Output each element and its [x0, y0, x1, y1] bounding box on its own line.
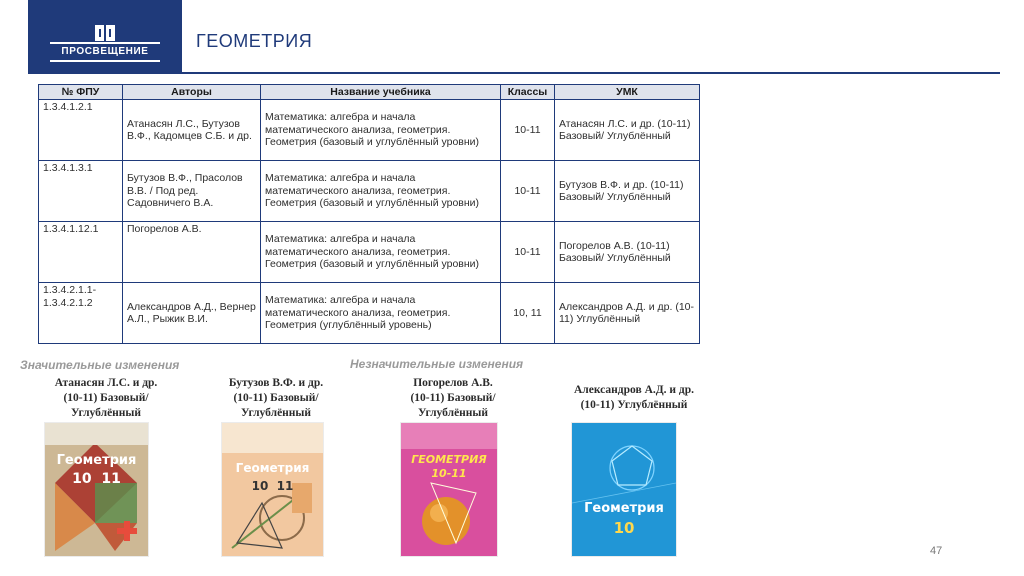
fpu-code-cell: 1.3.4.1.12.1 — [39, 222, 123, 283]
book-emblem-icon — [94, 22, 116, 44]
book-caption-aleksandrov: Александров А.Д. и др. (10-11) Углублённый — [573, 384, 694, 411]
logo-rule-top — [50, 42, 160, 44]
grades-cell: 10-11 — [501, 100, 555, 161]
cover-grades: 10 — [613, 519, 635, 537]
cover-title: Геометрия — [235, 461, 310, 475]
cover-title: Геометрия — [56, 453, 137, 468]
page-title: ГЕОМЕТРИЯ — [196, 31, 313, 51]
authors-cell: Погорелов А.В. — [123, 222, 261, 283]
textbook-title-cell: Математика: алгебра и начала математического анализа, геометрия. Геометрия (базовый и углублённый уровни) — [261, 222, 501, 283]
cover-grades: 10 11 — [72, 471, 121, 487]
umk-cell: Атанасян Л.С. и др. (10-11) Базовый/ Углублённый — [555, 100, 700, 161]
publisher-logo — [28, 0, 182, 74]
grades-cell: 10-11 — [501, 161, 555, 222]
logo-rule-bottom — [50, 60, 160, 62]
major-changes-label: Значительные изменения — [20, 358, 180, 372]
book-cover-atanasyan — [45, 423, 148, 556]
table-row — [39, 222, 700, 283]
book-cover-pogorelov — [401, 423, 497, 556]
book-caption-pogorelov: Погорелов А.В. (10-11) Базовый/ Углублённый — [410, 377, 496, 419]
book-caption-butuzov: Бутузов В.Ф. и др. (10-11) Базовый/ Углублённый — [228, 377, 324, 419]
cover-title: Геометрия — [584, 501, 664, 516]
cover-title: ГЕОМЕТРИЯ — [411, 453, 487, 466]
cover-grades: 10 11 — [251, 479, 294, 493]
textbook-title-cell: Математика: алгебра и начала математического анализа, геометрия. Геометрия (углублённый уровень) — [261, 283, 501, 344]
column-header: Авторы — [123, 85, 261, 100]
table-row — [39, 100, 700, 161]
fpu-code-cell: 1.3.4.2.1.1- 1.3.4.2.1.2 — [39, 283, 123, 344]
authors-cell: Александров А.Д., Вернер А.Л., Рыжик В.И. — [123, 283, 261, 344]
cover-geometric-pattern-icon — [45, 423, 148, 556]
table-header-row — [39, 85, 700, 100]
textbook-table — [38, 84, 700, 344]
column-header: Классы — [501, 85, 555, 100]
column-header: Название учебника — [261, 85, 501, 100]
fpu-code-cell: 1.3.4.1.3.1 — [39, 161, 123, 222]
cover-grades: 10-11 — [431, 467, 467, 480]
umk-cell: Погорелов А.В. (10-11) Базовый/ Углублённый — [555, 222, 700, 283]
header-divider — [182, 72, 1000, 74]
grades-cell: 10-11 — [501, 222, 555, 283]
minor-changes-label: Незначительные изменения — [350, 357, 524, 371]
authors-cell: Атанасян Л.С., Бутузов В.Ф., Кадомцев С.Б. и др. — [123, 100, 261, 161]
authors-cell: Бутузов В.Ф., Прасолов В.В. / Под ред. Садовничего В.А. — [123, 161, 261, 222]
fpu-code-cell: 1.3.4.1.2.1 — [39, 100, 123, 161]
logo-text: ПРОСВЕЩЕНИЕ — [61, 46, 149, 57]
grades-cell: 10, 11 — [501, 283, 555, 344]
cover-sphere-icon — [401, 423, 497, 556]
column-header: УМК — [555, 85, 700, 100]
textbook-title-cell: Математика: алгебра и начала математического анализа, геометрия. Геометрия (базовый и углублённый уровни) — [261, 161, 501, 222]
column-header: № ФПУ — [39, 85, 123, 100]
textbook-title-cell: Математика: алгебра и начала математического анализа, геометрия. Геометрия (базовый и углублённый уровни) — [261, 100, 501, 161]
book-cover-butuzov — [222, 423, 323, 556]
book-cover-aleksandrov — [572, 423, 676, 556]
umk-cell: Бутузов В.Ф. и др. (10-11) Базовый/ Углублённый — [555, 161, 700, 222]
table-row — [39, 161, 700, 222]
table-row — [39, 283, 700, 344]
umk-cell: Александров А.Д. и др. (10-11) Углублённый — [555, 283, 700, 344]
page-number: 47 — [930, 545, 943, 557]
book-caption-atanasyan: Атанасян Л.С. и др. (10-11) Базовый/ Углублённый — [54, 377, 158, 419]
